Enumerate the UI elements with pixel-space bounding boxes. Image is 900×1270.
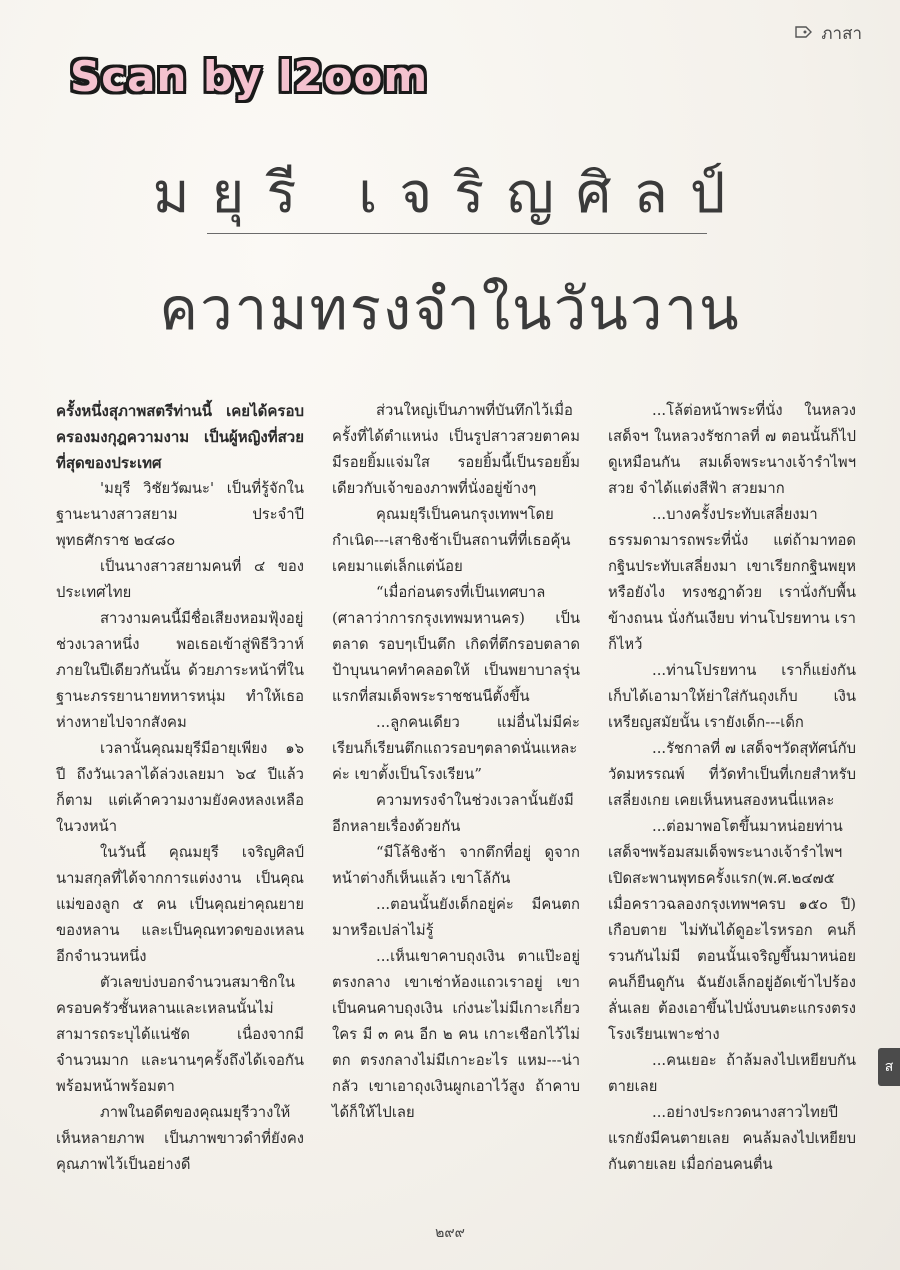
paragraph: “มีโล้ชิงช้า จากตึกที่อยู่ ดูจากหน้าต่างก็เห็นแล้ว เขาโล้กัน: [332, 844, 580, 887]
paragraph: ...รัชกาลที่ ๗ เสด็จฯวัดสุทัศน์กับวัดมหรรณพ์ ที่วัดทำเป็นที่เกยสำหรับเสลี่ยงเกย เคยเห็นหนสองหนนี่แหละ: [608, 740, 856, 809]
text-column-1: [56, 398, 304, 1178]
paragraph: ...ตอนนั้นยังเด็กอยู่ค่ะ มีคนตกมาหรือเปล่าไม่รู้: [332, 896, 580, 939]
paragraph: คุณมยุรีเป็นคนกรุงเทพฯโดยกำเนิด---เสาชิงช้าเป็นสถานที่ที่เธอคุ้นเคยมาแต่เล็กแต่น้อย: [332, 506, 571, 575]
paragraph: ความทรงจำในช่วงเวลานั้นยังมีอีกหลายเรื่องด้วยกัน: [332, 792, 574, 835]
article-title: มยุรี เจริญศิลป์: [152, 161, 748, 226]
title-divider: [207, 233, 707, 234]
paragraph: ...อย่างประกวดนางสาวไทยปีแรกยังมีคนตายเลย คนล้มลงไปเหยียบกันตายเลย เมื่อก่อนคนตื่น: [608, 1104, 856, 1173]
paragraph: ส่วนใหญ่เป็นภาพที่บันทึกไว้เมื่อครั้งที่ได้ตำแหน่ง เป็นรูปสาวสวยตาคม มีรอยยิ้มแจ่มใส รอยยิ้มนี้เป็นรอยยิ้มเดียวกับเจ้าของภาพที่นั่งอยู่ข้างๆ: [332, 402, 580, 497]
text-column-2: [332, 398, 580, 1178]
page-number: ๒๙๙: [435, 1225, 465, 1241]
text-column-3: [608, 398, 856, 1178]
paragraph: ตัวเลขบ่งบอกจำนวนสมาชิกในครอบครัวชั้นหลานและเหลนนั้นไม่สามารถระบุได้แน่ชัด เนื่องจากมีจำนวนมาก และนานๆครั้งถึงได้เจอกันพร้อมหน้าพร้อมตา: [56, 974, 304, 1095]
paragraph: ...ต่อมาพอโตขึ้นมาหน่อยท่านเสด็จฯพร้อมสมเด็จพระนางเจ้ารำไพฯเปิดสะพานพุทธครั้งแรก(พ.ศ.๒๔๗๕ เมื่อคราวฉลองกรุงเทพฯครบ ๑๕๐ ปี) เกือบตาย ไม่ทันได้ดูอะไรหรอก คนก็รวนกันไม่มี ตอนนั้นเจริญขึ้นมาหน่อย คนก็ยืนดูกัน ฉันยังเล็กอยู่อัดเข้าไปร้องลั่นเลย ต้องเอาขึ้นไปนั่งบนตะแกรงตรงโรงเรียนเพาะช่าง: [608, 818, 856, 1043]
paragraph: ในวันนี้ คุณมยุรี เจริญศิลป์ นามสกุลที่ได้จากการแต่งงาน เป็นคุณแม่ของลูก ๕ คน เป็นคุณย่าคุณยายของหลาน และเป็นคุณทวดของเหลนอีกจำนวนหนึ่ง: [56, 844, 304, 965]
paragraph: เวลานั้นคุณมยุรีมีอายุเพียง ๑๖ ปี ถึงวันเวลาได้ล่วงเลยมา ๖๔ ปีแล้วก็ตาม แต่เค้าความงามยังคงหลงเหลือในวงหน้า: [56, 740, 304, 835]
paragraph: ...ท่านโปรยทาน เราก็แย่งกันเก็บได้เอามาให้ย่าใส่กันถุงเก็บ เงินเหรียญสมัยนั้น เรายังเด็ก---เด็ก: [608, 662, 856, 731]
paragraph: ...คนเยอะ ถ้าล้มลงไปเหยียบกันตายเลย: [608, 1052, 856, 1095]
section-label: ภาสา: [821, 24, 862, 44]
article-body: [56, 398, 856, 1178]
section-side-tab: ส: [878, 1048, 900, 1086]
lead-paragraph: ครั้งหนึ่งสุภาพสตรีท่านนี้ เคยได้ครอบครองมงกุฎความงาม เป็นผู้หญิงที่สวยที่สุดของประเทศ: [56, 402, 304, 472]
scan-watermark: Scan by l2oom: [70, 52, 429, 101]
paragraph: “เมื่อก่อนตรงที่เป็นเทศบาล (ศาลาว่าการกรุงเทพมหานคร) เป็นตลาด รอบๆเป็นตึก เกิดที่ตึกรอบตลาด ป้าบุนนาคทำคลอดให้ เป็นพยาบาลรุ่นแรกที่สมเด็จพระราชชนนีตั้งขึ้น: [332, 584, 580, 705]
paragraph: เป็นนางสาวสยามคนที่ ๔ ของประเทศไทย: [56, 558, 304, 601]
section-tag: [795, 20, 862, 47]
paragraph: ...ลูกคนเดียว แม่อื่นไม่มีค่ะ เรียนก็เรียนตึกแถวรอบๆตลาดนั่นแหละค่ะ เขาตั้งเป็นโรงเรียน”: [332, 714, 580, 783]
paragraph: สาวงามคนนี้มีชื่อเสียงหอมฟุ้งอยู่ช่วงเวลาหนึ่ง พอเธอเข้าสู่พิธีวิวาห์ภายในปีเดียวกันนั้น ด้วยภาระหน้าที่ในฐานะภรรยานายทหารหนุ่ม ทำให้เธอห่างหายไปจากสังคม: [56, 610, 304, 731]
article-subtitle: ความทรงจำในวันวาน: [159, 275, 741, 343]
arrow-bullet-icon: [795, 26, 813, 42]
paragraph: ...โล้ต่อหน้าพระที่นั่ง ในหลวงเสด็จฯ ในหลวงรัชกาลที่ ๗ ตอนนั้นก็ไปดูเหมือนกัน สมเด็จพระนางเจ้ารำไพฯสวย จำได้แต่งสีฟ้า สวยมาก: [608, 402, 856, 497]
paragraph: ภาพในอดีตของคุณมยุรีวางให้เห็นหลายภาพ เป็นภาพขาวดำที่ยังคงคุณภาพไว้เป็นอย่างดี: [56, 1104, 304, 1173]
paragraph: 'มยุรี วิชัยวัฒนะ' เป็นที่รู้จักในฐานะนางสาวสยาม ประจำปีพุทธศักราช ๒๔๘๐: [56, 480, 304, 549]
paragraph: ...เห็นเขาคาบถุงเงิน ตาแป๊ะอยู่ตรงกลาง เขาเช่าห้องแถวเราอยู่ เขาเป็นคนคาบถุงเงิน เก่งนะไม่มีเกาะเกี่ยวใคร มี ๓ คน อีก ๒ คน เกาะเชือกไว้ไม่ตก ตรงกลางไม่มีเกาะอะไร แหม---น่ากลัว เขาเอาถุงเงินผูกเอาไว้สูง ถ้าคาบได้ก็ให้ไปเลย: [332, 948, 580, 1121]
paragraph: ...บางครั้งประทับเสลี่ยงมาธรรมดามารถพระที่นั่ง แต่ถ้ามาทอดกฐินประทับเสลี่ยงมา เขาเรียกกฐินพยุหหรือยังไง ทรงชฎาด้วย เรานั่งกับพื้นข้างถนน นั่งกันเงียบ ท่านโปรยทาน เราก็ไหว้: [608, 506, 856, 653]
